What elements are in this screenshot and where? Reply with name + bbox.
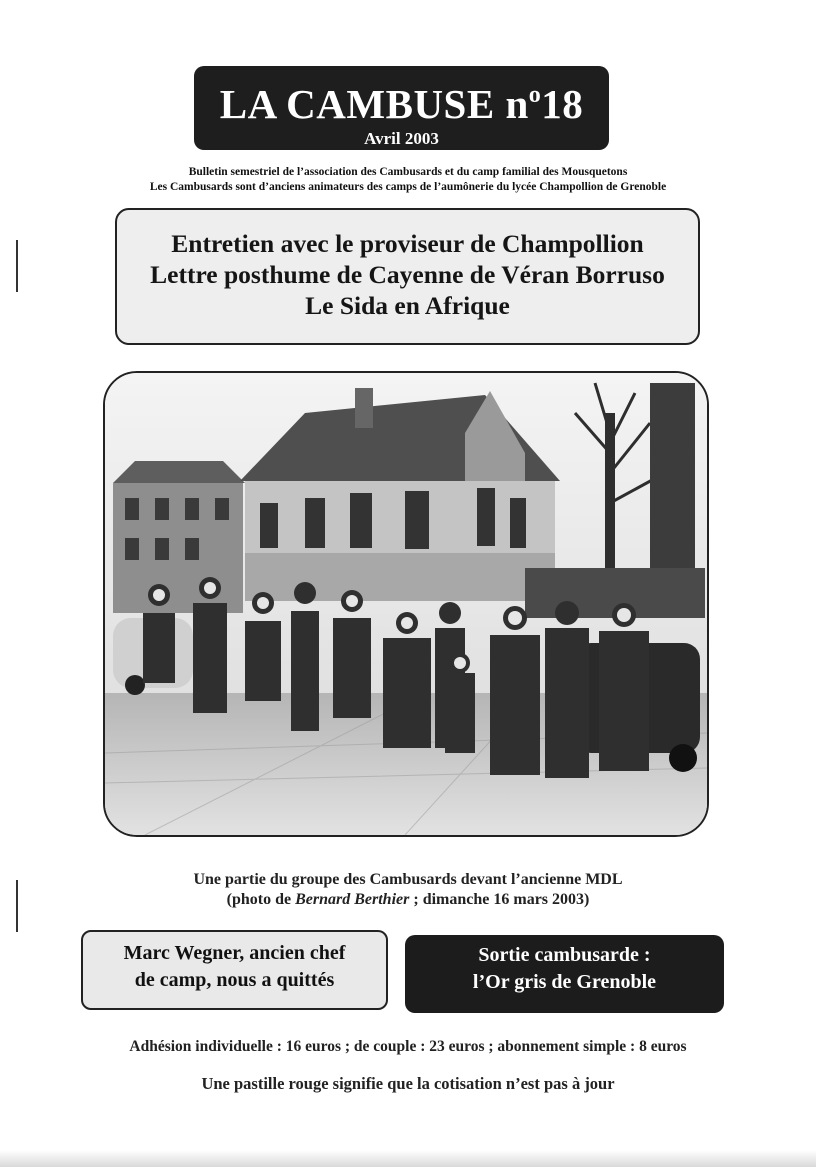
obituary-box <box>81 930 388 1010</box>
headline-letter: Lettre posthume de Cayenne de Véran Borruso <box>150 260 665 289</box>
margin-mark <box>16 240 18 292</box>
dues-notice: Une pastille rouge signifie que la cotisation n’est pas à jour <box>201 1074 615 1093</box>
obituary-line-1: Marc Wegner, ancien chef <box>123 942 346 964</box>
group-photo-illustration <box>105 373 707 835</box>
scan-edge <box>0 1150 816 1167</box>
subtitle-line-2: Les Cambusards sont d’anciens animateurs des camps de l’aumônerie du lycée Champollion de Grenoble <box>149 181 667 193</box>
headline-interview: Entretien avec le proviseur de Champollion <box>171 229 644 258</box>
masthead <box>194 66 609 150</box>
outing-box <box>405 935 724 1013</box>
photo-credit: (photo de Bernard Berthier ; dimanche 16 mars 2003) <box>226 891 590 908</box>
masthead-title: LA CAMBUSE $n^o18$ <box>219 81 584 127</box>
outing-line-1: Sortie cambusarde : <box>478 944 651 966</box>
outing-line-2: l’Or gris de Grenoble <box>472 971 657 993</box>
masthead-date: Avril 2003 <box>364 129 439 148</box>
membership-fees: Adhésion individuelle : 16 euros ; de couple : 23 euros ; abonnement simple : 8 euros <box>129 1038 687 1055</box>
photo-caption: Une partie du groupe des Cambusards devant l’ancienne MDL <box>193 871 623 888</box>
subtitle-line-1: Bulletin semestriel de l’association des Cambusards et du camp familial des Mousquetons <box>188 166 628 178</box>
photographer-name: Bernard Berthier <box>295 891 410 908</box>
headlines-box <box>115 208 700 345</box>
headline-aids: Le Sida en Afrique <box>305 291 510 320</box>
obituary-line-2: de camp, nous a quittés <box>134 969 335 991</box>
group-photo <box>103 371 709 837</box>
